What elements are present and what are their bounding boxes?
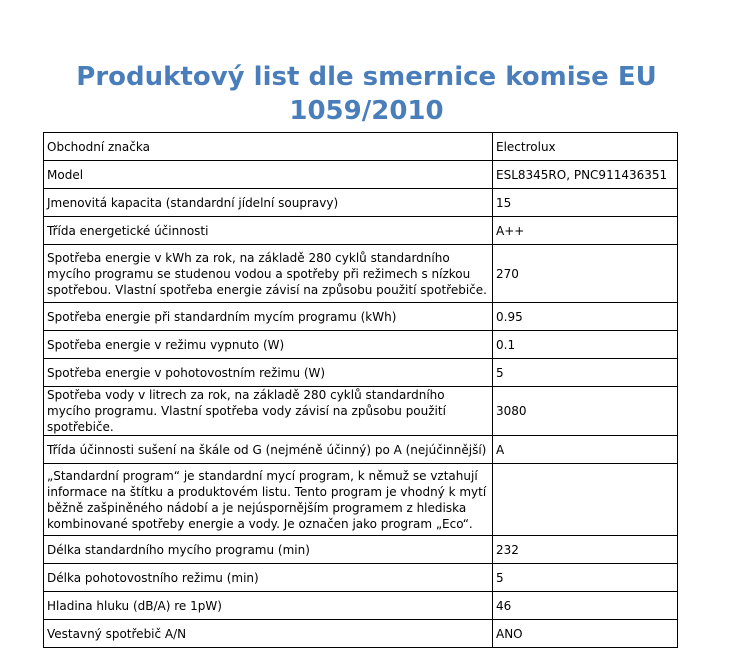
row-label: Hladina hluku (dB/A) re 1pW) — [44, 592, 493, 620]
row-value: 270 — [493, 245, 678, 303]
row-value: 0.1 — [493, 331, 678, 359]
row-value: ANO — [493, 620, 678, 648]
row-value: 46 — [493, 592, 678, 620]
row-label: Délka standardního mycího programu (min) — [44, 536, 493, 564]
row-value: 5 — [493, 359, 678, 387]
row-label: Obchodní značka — [44, 133, 493, 161]
table-row — [44, 161, 678, 189]
row-value — [493, 464, 678, 536]
row-value: 15 — [493, 189, 678, 217]
row-value: 0.95 — [493, 303, 678, 331]
table-row — [44, 387, 678, 436]
table-row — [44, 592, 678, 620]
product-fiche-table — [43, 132, 678, 648]
row-label: Třída účinnosti sušení na škále od G (nejméně účinný) po A (nejúčinnější) — [44, 436, 493, 464]
row-label: Spotřeba energie v režimu vypnuto (W) — [44, 331, 493, 359]
table-row — [44, 436, 678, 464]
row-value: ESL8345RO, PNC911436351 — [493, 161, 678, 189]
table-row — [44, 217, 678, 245]
row-label: Spotřeba energie při standardním mycím programu (kWh) — [44, 303, 493, 331]
row-label: Jmenovitá kapacita (standardní jídelní soupravy) — [44, 189, 493, 217]
page-title-line-2: 1059/2010 — [289, 96, 444, 126]
row-label: „Standardní program“ je standardní mycí program, k němuž se vztahují informace na štítku a produktovém listu. Tento program je vhodný k mytí běžně zašpiněného nádobí a je nejúspornějším programem z hlediska kombinované spotřeby energie a vody. Je označen jako program „Eco“. — [44, 464, 493, 536]
row-value: A++ — [493, 217, 678, 245]
table-row — [44, 133, 678, 161]
row-value: 5 — [493, 564, 678, 592]
row-label: Model — [44, 161, 493, 189]
table-row — [44, 359, 678, 387]
row-value: 3080 — [493, 387, 678, 436]
table-row — [44, 536, 678, 564]
page-title — [0, 60, 733, 128]
row-label: Spotřeba energie v pohotovostním režimu (W) — [44, 359, 493, 387]
row-value: A — [493, 436, 678, 464]
row-label: Délka pohotovostního režimu (min) — [44, 564, 493, 592]
row-value: Electrolux — [493, 133, 678, 161]
table-row — [44, 564, 678, 592]
table-row — [44, 245, 678, 303]
page-title-line-1: Produktový list dle smernice komise EU — [76, 62, 657, 92]
table-row — [44, 303, 678, 331]
row-label: Spotřeba vody v litrech za rok, na základě 280 cyklů standardního mycího programu. Vlastní spotřeba vody závisí na způsobu použití spotřebiče. — [44, 387, 493, 436]
table-row — [44, 331, 678, 359]
table-row — [44, 189, 678, 217]
row-label: Třída energetické účinnosti — [44, 217, 493, 245]
table-row — [44, 620, 678, 648]
row-label: Vestavný spotřebič A/N — [44, 620, 493, 648]
row-label: Spotřeba energie v kWh za rok, na základě 280 cyklů standardního mycího programu se studenou vodou a spotřeby při režimech s nízkou spotřebou. Vlastní spotřeba energie závisí na způsobu použití spotřebiče. — [44, 245, 493, 303]
row-value: 232 — [493, 536, 678, 564]
table-row — [44, 464, 678, 536]
